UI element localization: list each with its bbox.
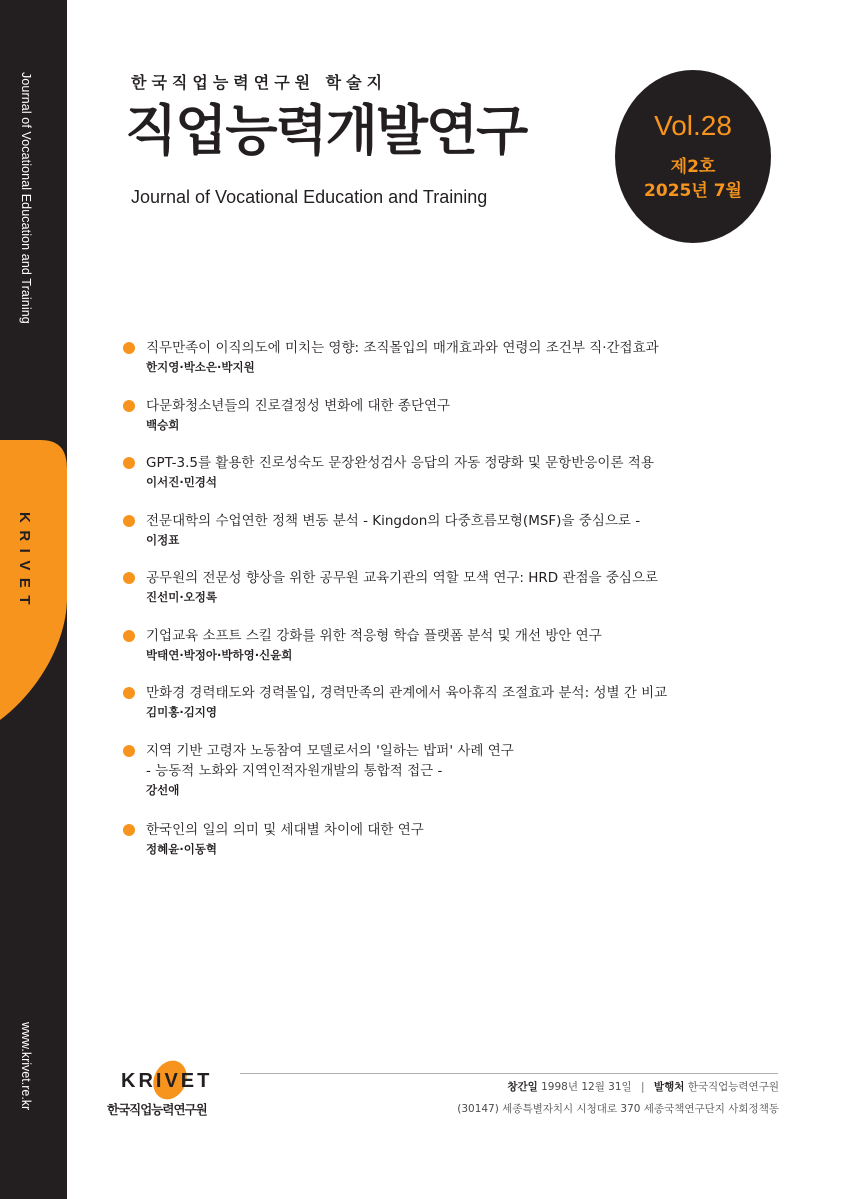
bullet-icon [123,745,135,757]
article-title: 다문화청소년들의 진로결정성 변화에 대한 종단연구 [146,397,451,414]
article-item [123,683,683,741]
issue-date: 2025년 7월 [644,181,742,201]
article-authors: 이정표 [146,532,180,547]
article-title: 만화경 경력태도와 경력몰입, 경력만족의 관계에서 육아휴직 조절효과 분석: 성별 간 비교 [146,685,668,701]
footer-divider [240,1073,778,1074]
article-authors: 한지영·박소은·박지원 [146,360,255,374]
article-authors: 김미홍·김지영 [146,705,218,719]
footer-address: (30147) 세종특별자치시 시청대로 370 세종국책연구단지 사회정책동 [457,1103,779,1115]
article-title: 기업교육 소프트 스킬 강화를 위한 적응형 학습 플랫폼 분석 및 개선 방안 연구 [146,627,602,644]
journal-title: 직업능력개발연구 [125,99,527,162]
article-item [123,568,683,626]
article-item [123,396,683,454]
article-title: 직무만족이 이직의도에 미치는 영향: 조직몰입의 매개효과와 연령의 조건부 직·간접효과 [146,340,659,356]
publisher-footer-name: 한국직업능력연구원 [687,1081,779,1093]
spine-orange-band [0,0,67,1199]
article-authors: 박태연·박정아·박하영·신윤희 [146,647,293,662]
spine-brand: KRIVET [16,512,33,613]
article-item [123,511,683,569]
article-subtitle: - 능동적 노화와 지역인적자원개발의 통합적 접근 - [146,762,443,779]
article-list [123,338,683,877]
footer-separator: | [641,1081,645,1093]
article-title: 한국인의 일의 의미 및 세대별 차이에 대한 연구 [146,821,424,838]
article-item [123,820,683,878]
logo-korean-name: 한국직업능력연구원 [107,1102,207,1117]
article-authors: 강선애 [146,782,180,797]
issue-number: 제2호 [670,157,716,177]
article-title: 공무원의 전문성 향상을 위한 공무원 교육기관의 역할 모색 연구: HRD 관점을 중심으로 [146,570,659,586]
bullet-icon [123,572,135,584]
article-title: 지역 기반 고령자 노동참여 모델로서의 '일하는 밥퍼' 사례 연구 [146,742,514,759]
article-authors: 백승희 [146,417,180,432]
founded-date: 1998년 12월 31일 [541,1081,632,1093]
article-item [123,338,683,396]
bullet-icon [123,515,135,527]
article-authors: 정혜윤·이동혁 [146,841,218,856]
footer-publication-info [507,1079,779,1094]
article-item [123,453,683,511]
spine-journal-title: Journal of Vocational Education and Training [19,72,33,324]
publisher-footer-label: 발행처 [653,1081,685,1093]
article-title: GPT-3.5를 활용한 진로성숙도 문장완성검사 응답의 자동 정량화 및 문항반응이론 적용 [146,455,654,471]
bullet-icon [123,457,135,469]
article-authors: 진선미·오정록 [146,590,218,604]
article-item [123,741,683,820]
bullet-icon [123,630,135,642]
article-title: 전문대학의 수업연한 정책 변동 분석 - Kingdon의 다중흐름모형(MSF)을 중심으로 - [146,512,641,529]
publisher-label: 한국직업능력연구원 학술지 [131,73,388,92]
bullet-icon [123,342,135,354]
founded-label: 창간일 [507,1081,538,1093]
krivet-logo [107,1050,233,1132]
article-authors: 이서진·민경석 [146,475,218,489]
issue-volume: Vol.28 [654,110,732,141]
journal-subtitle: Journal of Vocational Education and Training [131,187,488,207]
article-item [123,626,683,684]
spine-url: www.krivet.re.kr [19,1022,33,1111]
bullet-icon [123,824,135,836]
logo-wordmark: KRIVET [121,1070,213,1092]
bullet-icon [123,687,135,699]
issue-badge [615,70,771,243]
spine [0,0,67,1199]
bullet-icon [123,400,135,412]
